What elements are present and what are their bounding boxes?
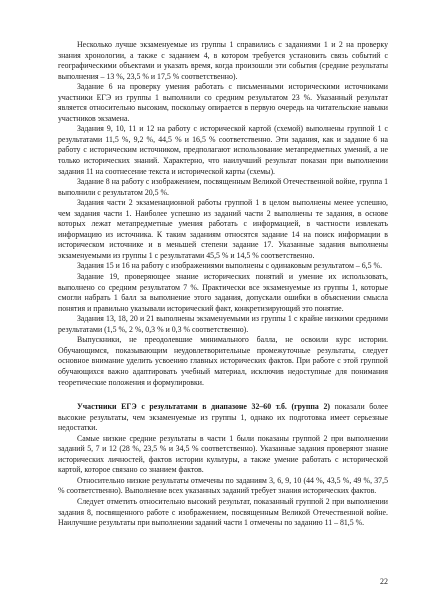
paragraph-tasks-13-18-20-21: Задания 13, 18, 20 и 21 выполнены экзаменуемыми из группы 1 с крайне низкими средними результатами (1,5 %, 2 %, 0,3 % и 0,3 % соответственно).: [58, 314, 388, 334]
group-2-heading: Участники ЕГЭ с результатами в диапазоне 32–60 т.б. (группа 2): [77, 402, 330, 412]
paragraph-task-19: Задание 19, проверяющее знание исторических понятий и умение их использовать, выполнено со средним результатом 7 %. Практически все экзаменуемые из группы 1, которые смогли набрать 1 балл за выполнение этого задания, допускали ошибки в объяснении смысла понятия и правильно указывали исторический факт, конкретизирующий это понятие.: [58, 272, 388, 313]
paragraph-part-2: Задания части 2 экзаменационной работы группой 1 в целом выполнены менее успешно, чем задания части 1. Наиболее успешно из заданий части 2 выполнены те задания, в основе которых лежат метапредметные умения работать с информацией, в частности извлекать информацию из источника. К таким заданиям относятся задание 14 на поиск информации в историческом источнике и в меньшей степени задание 17. Указанные задания выполнены экзаменуемыми из группы 1 с результатами 45,5 % и 14,5 % соответственно.: [58, 198, 388, 260]
paragraph-graduates: Выпускники, не преодолевшие минимального балла, не освоили курс истории. Обучающимся, показывающим неудовлетворительные промежуточные результаты, следует основное внимание уделить усвоению главных исторических фактов. При работе с этой группой обучающихся важно адаптировать учебный материал, исключив недоступные для понимания теоретические положения и формулировки.: [58, 335, 388, 387]
paragraph-task-8: Задание 8 на работу с изображением, посвященным Великой Отечественной войне, группа 1 выполнили с результатом 20,5 %.: [58, 177, 388, 197]
paragraph-group-2-low: Относительно низкие результаты отмечены по заданиям 3, 6, 9, 10 (44 %, 43,5 %, 49 %, 37,5 % соответственно). Выполнение всех указанных заданий требует знания исторических фактов.: [58, 475, 388, 496]
page-number: 22: [380, 577, 388, 586]
paragraph-tasks-15-16: Задания 15 и 16 на работу с изображениями выполнены с одинаковым результатом – 6,5 %.: [77, 261, 383, 271]
paragraph-tasks-1-2-4: Несколько лучше экзаменуемые из группы 1 справились с заданиями 1 и 2 на проверку знания хронологии, а также с заданием 4, в котором требуется установить связь событий с географическими объектами и указать время, когда произошли эти события (средние результаты выполнения – 13 %, 23,5 % и 17,5 % соответственно).: [58, 40, 388, 81]
section-gap: [58, 388, 388, 402]
paragraph-group-2-high: Следует отметить относительно высокий результат, показанный группой 2 при выполнении задания 8, посвященного работе с изображением, посвященным Великой Отечественной войне. Наилучшие результаты при выполнении заданий части 1 отмечены по заданию 11 – 81,5 %.: [58, 496, 388, 528]
paragraph-tasks-9-12: Задания 9, 10, 11 и 12 на работу с исторической картой (схемой) выполнены группой 1 с результатами 11,5 %, 9,2 %, 44,5 % и 16,5 % соответственно. Эти задания, как и задание 6 на работу с историческим источником, предполагают использование метапредметных умений, а не только исторических знаний. Характерно, что наилучший результат показан при выполнении задания 11 на соотнесение текста и исторической карты (схемы).: [58, 124, 388, 176]
paragraph-task-6: Задание 6 на проверку умения работать с письменными историческими источниками участники ЕГЭ из группы 1 выполнили со средним результатом 23 %. Указанный результат является относительно высоким, поскольку опирается в первую очередь на читательские навыки участников экзамена.: [58, 82, 388, 123]
paragraph-group-2-intro: [58, 402, 388, 434]
group-2-intro-text: показали более высокие результаты, чем экзаменуемые из группы 1, однако их подготовка имеет серьезные недостатки.: [58, 402, 388, 433]
paragraph-group-2-lowest: Самые низкие средние результаты в части 1 были показаны группой 2 при выполнении заданий 5, 7 и 12 (28 %, 23,5 % и 34,5 % соответственно). Указанные задания проверяют знание исторических личностей, фактов истории культуры, а также умение работать с исторической картой, которое связано со знанием фактов.: [58, 433, 388, 475]
